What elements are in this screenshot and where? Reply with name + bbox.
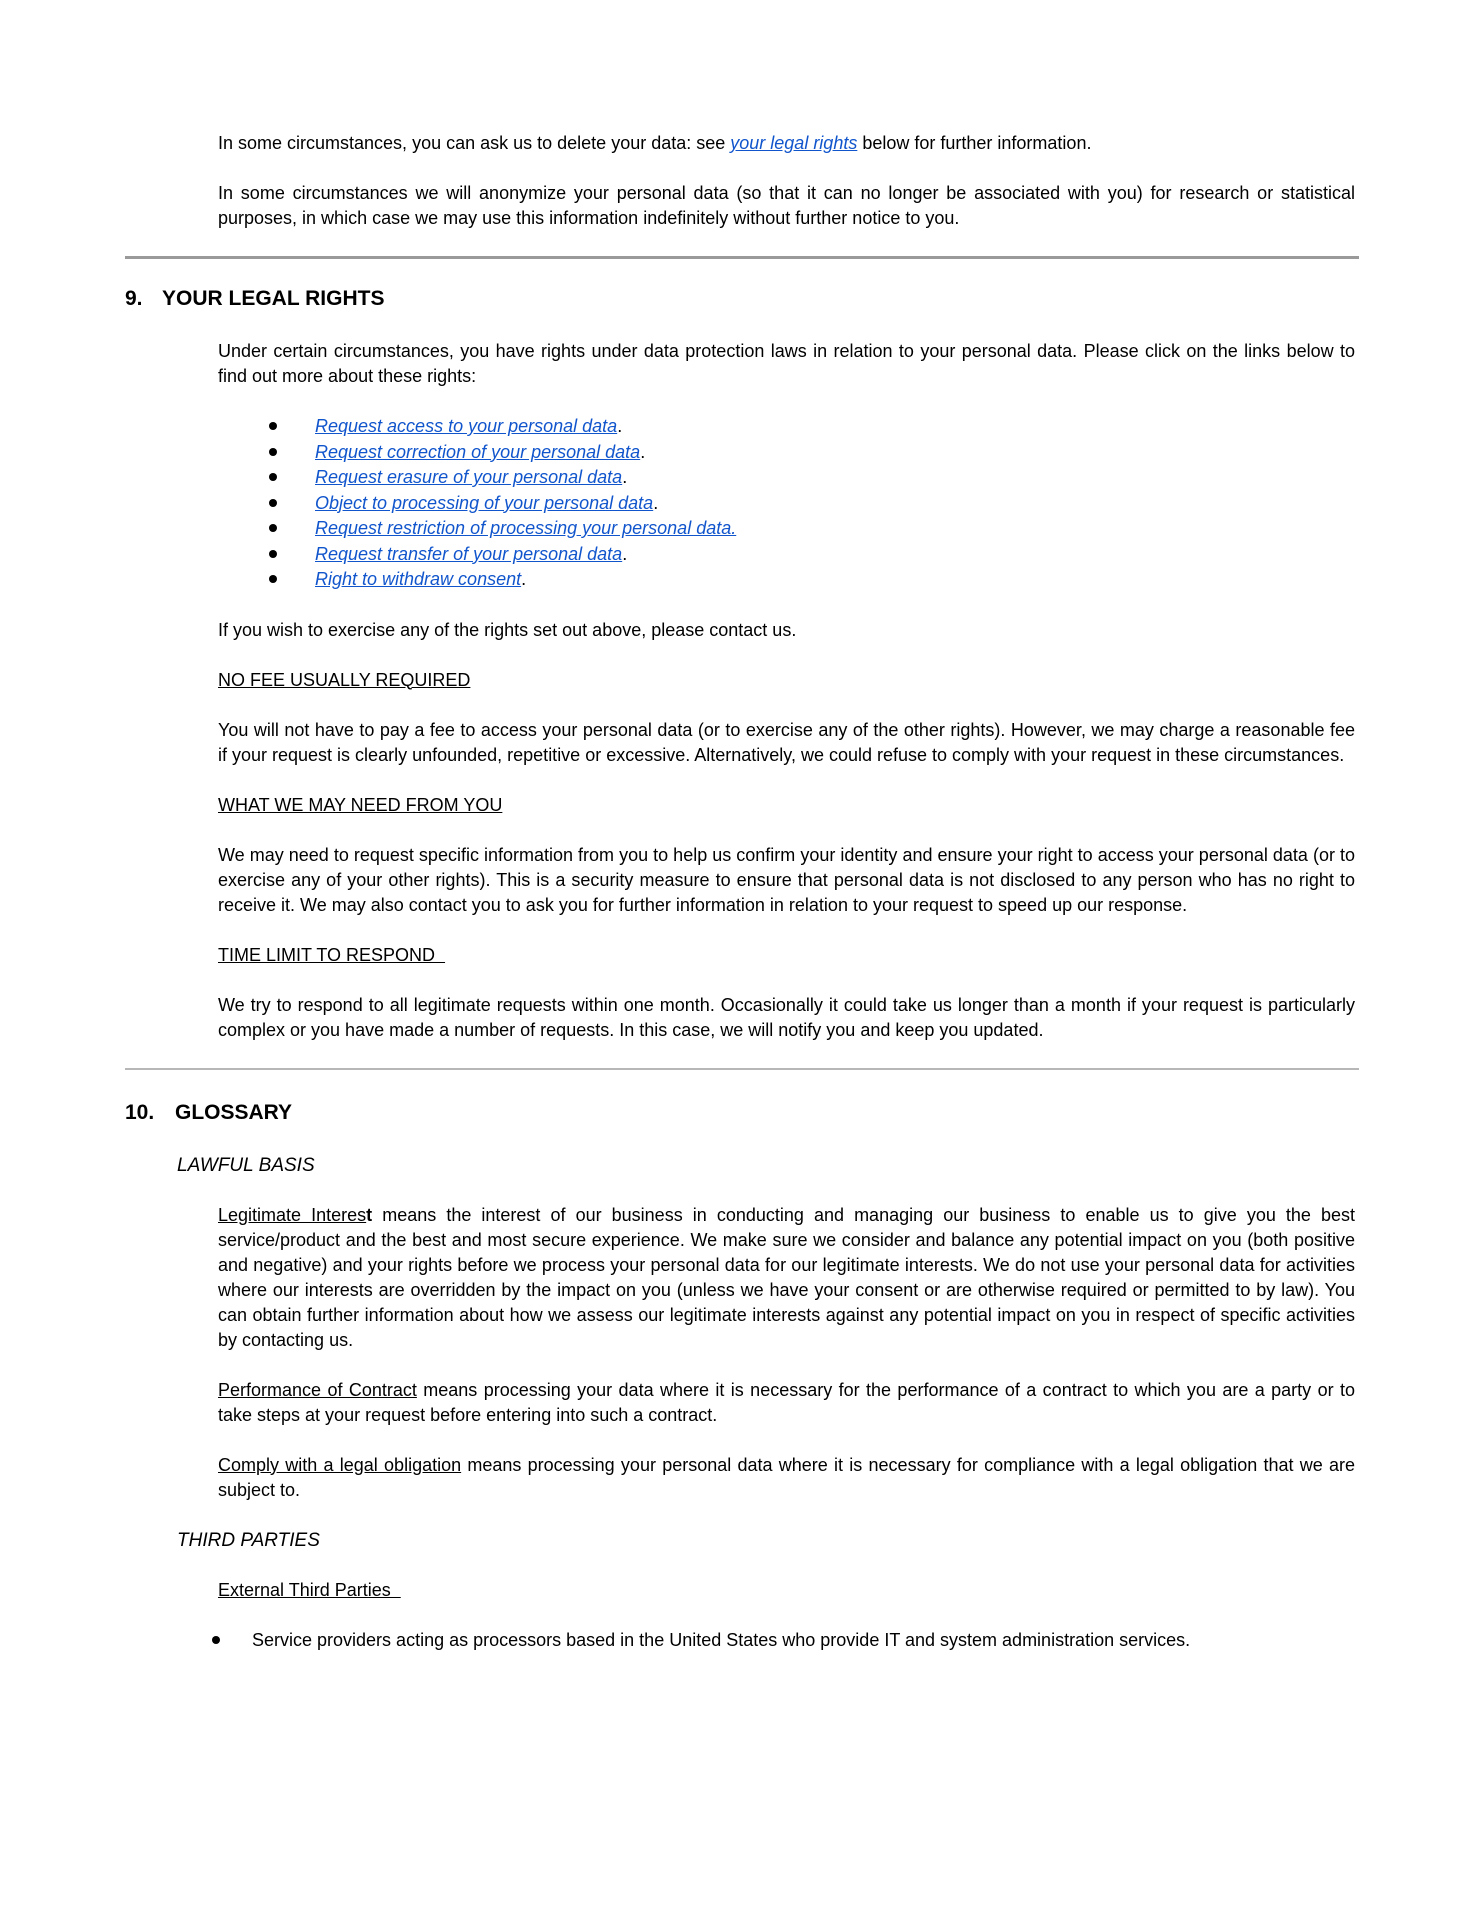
list-item [268,491,1359,517]
paragraph-anonymize: In some circumstances we will anonymize your personal data (so that it can no longer be associated with you) for research or statistical purposes, in which case we may use this information indefinitely without further notice to you. [218,183,1355,228]
list-item-suffix: . [622,543,628,564]
list-item [268,567,1359,593]
heading-your-legal-rights [125,284,1359,314]
section-divider-top [125,256,1359,259]
bullet-icon [212,1636,220,1644]
list-item-suffix: . [653,492,659,513]
list-item [268,414,1359,440]
list-item-suffix: . [622,467,628,487]
subheading-no-fee [218,668,1355,693]
paragraph-comply-legal-obligation [218,1453,1355,1503]
request-correction-link[interactable]: Request correction of your personal data [315,441,641,462]
bullet-icon [269,448,277,456]
paragraph-performance-of-contract-body: means processing your data where it is necessary for the performance of a contract to which you are a party or to take steps at your request before entering into such a contract. [218,1379,1355,1425]
paragraph-rights-intro: Under certain circumstances, you have rights under data protection laws in relation to your personal data. Please click on the links below to find out more about these rights: [218,341,1355,386]
paragraph-legitimate-interest-body: means the interest of our business in conducting and managing our business to enable us to give you the best service/product and the best and most secure experience. We make sure we consider and balance any potential impact on you (both positive and negative) and your rights before we process your personal data for our legitimate interests. We do not use your personal data for activities where our interests are overridden by the impact on you (unless we have your consent or are otherwise required or permitted to by law). You can obtain further information about how we assess our legitimate interests against any potential impact on you in respect of specific activities by contacting us. [218,1204,1356,1350]
paragraph-delete-data-post: below for further information. [857,133,1092,153]
list-item [268,516,1359,542]
bullet-icon [269,422,277,430]
heading-title-glossary: GLOSSARY [175,1100,293,1124]
heading-glossary [125,1098,1359,1128]
bullet-icon [269,575,277,583]
subheading-what-we-need-text: WHAT WE MAY NEED FROM YOU [218,794,503,815]
list-item [268,440,1359,466]
list-item-suffix: . [640,441,646,462]
service-providers-text: Service providers acting as processors based in the United States who provide IT and system administration services. [252,1629,1191,1650]
bullet-icon [269,499,277,507]
section-divider-bottom [125,1068,1359,1070]
subheading-external-third-parties [218,1578,1355,1603]
paragraph-contact-us: If you wish to exercise any of the rights set out above, please contact us. [218,619,797,640]
withdraw-consent-link[interactable]: Right to withdraw consent [315,569,522,589]
list-item [211,1628,1355,1653]
subheading-what-we-need [218,793,1355,818]
object-processing-link[interactable]: Object to processing of your personal data [315,492,654,513]
heading-number-9: 9. [125,287,143,310]
bullet-icon [269,524,277,532]
list-item-suffix: . [617,416,623,436]
paragraph-performance-of-contract [218,1378,1355,1428]
heading-number-10: 10. [125,1100,155,1124]
heading-title-your-legal-rights: YOUR LEGAL RIGHTS [162,287,385,310]
list-item [268,542,1359,568]
paragraph-what-we-need: We may need to request specific information from you to help us confirm your identity and ensure your right to access your personal data (or to exercise any of your other rights). This is a security measure to ensure that personal data is not disclosed to any person who has no right to receive it. We may also contact you to ask you for further information in relation to your request to speed up our response. [218,844,1355,915]
term-comply-legal-obligation: Comply with a legal obligation [218,1454,462,1475]
subheading-lawful-basis: LAWFUL BASIS [177,1154,315,1176]
bullet-icon [269,473,277,481]
request-access-link[interactable]: Request access to your personal data [315,416,618,436]
term-performance-of-contract: Performance of Contract [218,1379,417,1400]
paragraph-comply-legal-obligation-body: means processing your personal data where it is necessary for compliance with a legal obligation that we are subject to. [218,1454,1355,1500]
paragraph-delete-data-pre: In some circumstances, you can ask us to delete your data: see [218,133,731,153]
paragraph-legitimate-interest [218,1203,1355,1353]
paragraph-no-fee: You will not have to pay a fee to access your personal data (or to exercise any of the other rights). However, we may charge a reasonable fee if your request is clearly unfounded, repetitive or excessive. Alternatively, we could refuse to comply with your request in these circumstances. [218,719,1355,765]
term-legitimate-interest: Legitimate Interes [218,1204,367,1225]
subheading-time-limit-text: TIME LIMIT TO RESPOND [218,944,446,965]
request-erasure-link[interactable]: Request erasure of your personal data [315,467,623,487]
subheading-third-parties: THIRD PARTIES [177,1529,320,1551]
subheading-time-limit [218,943,1355,968]
bullet-icon [269,550,277,558]
rights-link-list [268,414,1359,593]
request-restriction-link[interactable]: Request restriction of processing your personal data. [315,518,737,538]
term-legitimate-interest-tail: t [366,1204,373,1225]
paragraph-delete-data [218,131,1355,156]
paragraph-time-limit: We try to respond to all legitimate requests within one month. Occasionally it could take us longer than a month if your request is particularly complex or you have made a number of requests. In this case, we will notify you and keep you updated. [218,994,1355,1040]
request-transfer-link[interactable]: Request transfer of your personal data [315,543,623,564]
list-item-suffix: . [521,569,527,589]
subheading-no-fee-text: NO FEE USUALLY REQUIRED [218,669,471,690]
your-legal-rights-link[interactable]: your legal rights [730,133,858,153]
subheading-external-third-parties-text: External Third Parties [218,1579,401,1600]
list-item [268,465,1359,491]
